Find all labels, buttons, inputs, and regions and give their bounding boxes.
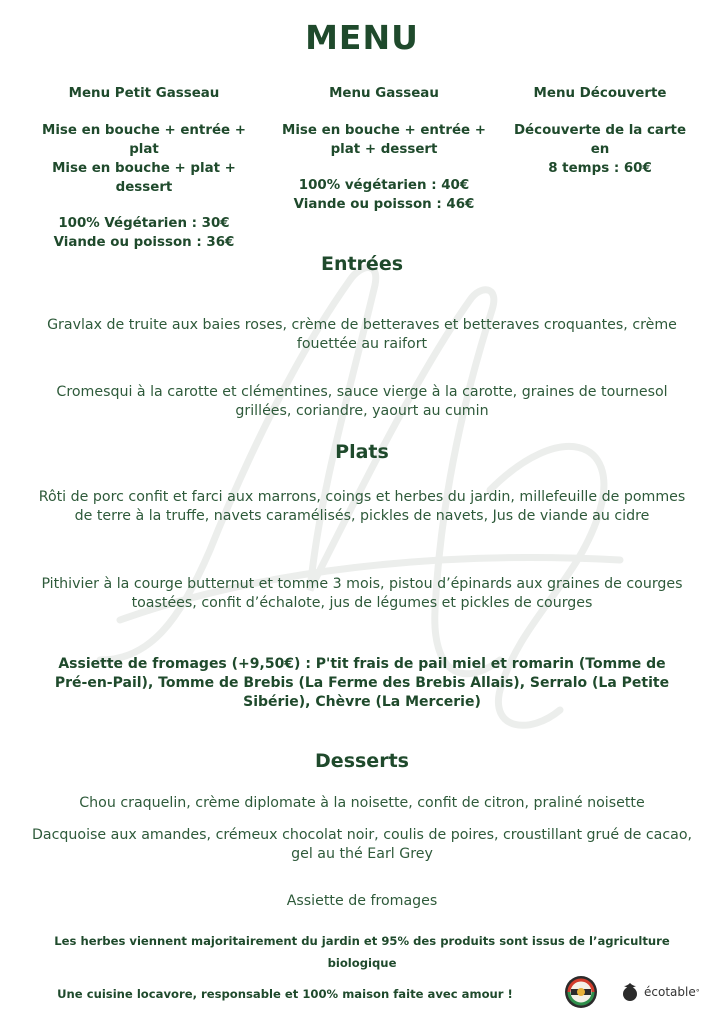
organic-note: Les herbes viennent majoritairement du jardin et 95% des produits sont issus de l’agriculture biologique	[54, 934, 670, 970]
formula-decouverte	[500, 84, 700, 178]
formula-gasseau	[270, 84, 498, 214]
formula-name: Menu Petit Gasseau	[68, 86, 220, 101]
dish-item: Chou craquelin, crème diplomate à la noisette, confit de citron, praliné noisette	[79, 795, 645, 811]
formula-description: Découverte de la carte en 8 temps : 60€	[513, 123, 687, 176]
page-title: MENU	[305, 18, 419, 57]
formula-petit-gasseau	[28, 84, 260, 252]
dish-item: Rôti de porc confit et farci aux marrons, coings et herbes du jardin, millefeuille de pommes de terre à la truffe, navets caramélisés, pickles de navets, Jus de viande au cidre	[38, 489, 686, 524]
formula-description: Mise en bouche + entrée + plat + dessert	[282, 123, 486, 157]
locavore-note: Une cuisine locavore, responsable et 100% maison faite avec amour !	[57, 987, 513, 1001]
section-title-desserts: Desserts	[315, 750, 409, 772]
formula-prices: 100% Végétarien : 30€ Viande ou poisson : 36€	[53, 216, 235, 250]
dish-item: Pithivier à la courge butternut et tomme 3 mois, pistou d’épinards aux graines de courges toastées, confit d’échalote, jus de légumes et pickles de courges	[41, 576, 683, 611]
section-title-plats: Plats	[335, 441, 389, 463]
ecotable-logo-icon	[622, 983, 638, 1001]
formula-name: Menu Découverte	[533, 86, 667, 101]
formula-prices: 100% végétarien : 40€ Viande ou poisson : 46€	[293, 178, 475, 212]
formula-name: Menu Gasseau	[329, 86, 439, 101]
dish-item: Assiette de fromages	[286, 893, 438, 909]
dish-item: Gravlax de truite aux baies roses, crème de betteraves et betteraves croquantes, crème fouettée au raifort	[47, 317, 677, 352]
dish-item: Cromesqui à la carotte et clémentines, sauce vierge à la carotte, graines de tournesol grillées, coriandre, yaourt au cumin	[56, 384, 668, 419]
dish-item-cheese-plate: Assiette de fromages (+9,50€) : P'tit frais de pail miel et romarin (Tomme de Pré-en-Pail), Tomme de Brebis (La Ferme des Brebis Allais), Serralo (La Petite Sibérie), Chèvre (La Mercerie)	[54, 656, 670, 710]
restaurant-badge-icon	[564, 975, 598, 1009]
ecotable-logo	[622, 980, 700, 1004]
dish-item: Dacquoise aux amandes, crémeux chocolat noir, coulis de poires, croustillant grué de cacao, gel au thé Earl Grey	[31, 827, 693, 862]
section-title-entrees: Entrées	[320, 253, 404, 275]
ecotable-mark: °	[695, 987, 700, 997]
formula-description: Mise en bouche + entrée + plat Mise en bouche + plat + dessert	[42, 123, 246, 195]
ecotable-label: écotable	[644, 985, 696, 999]
